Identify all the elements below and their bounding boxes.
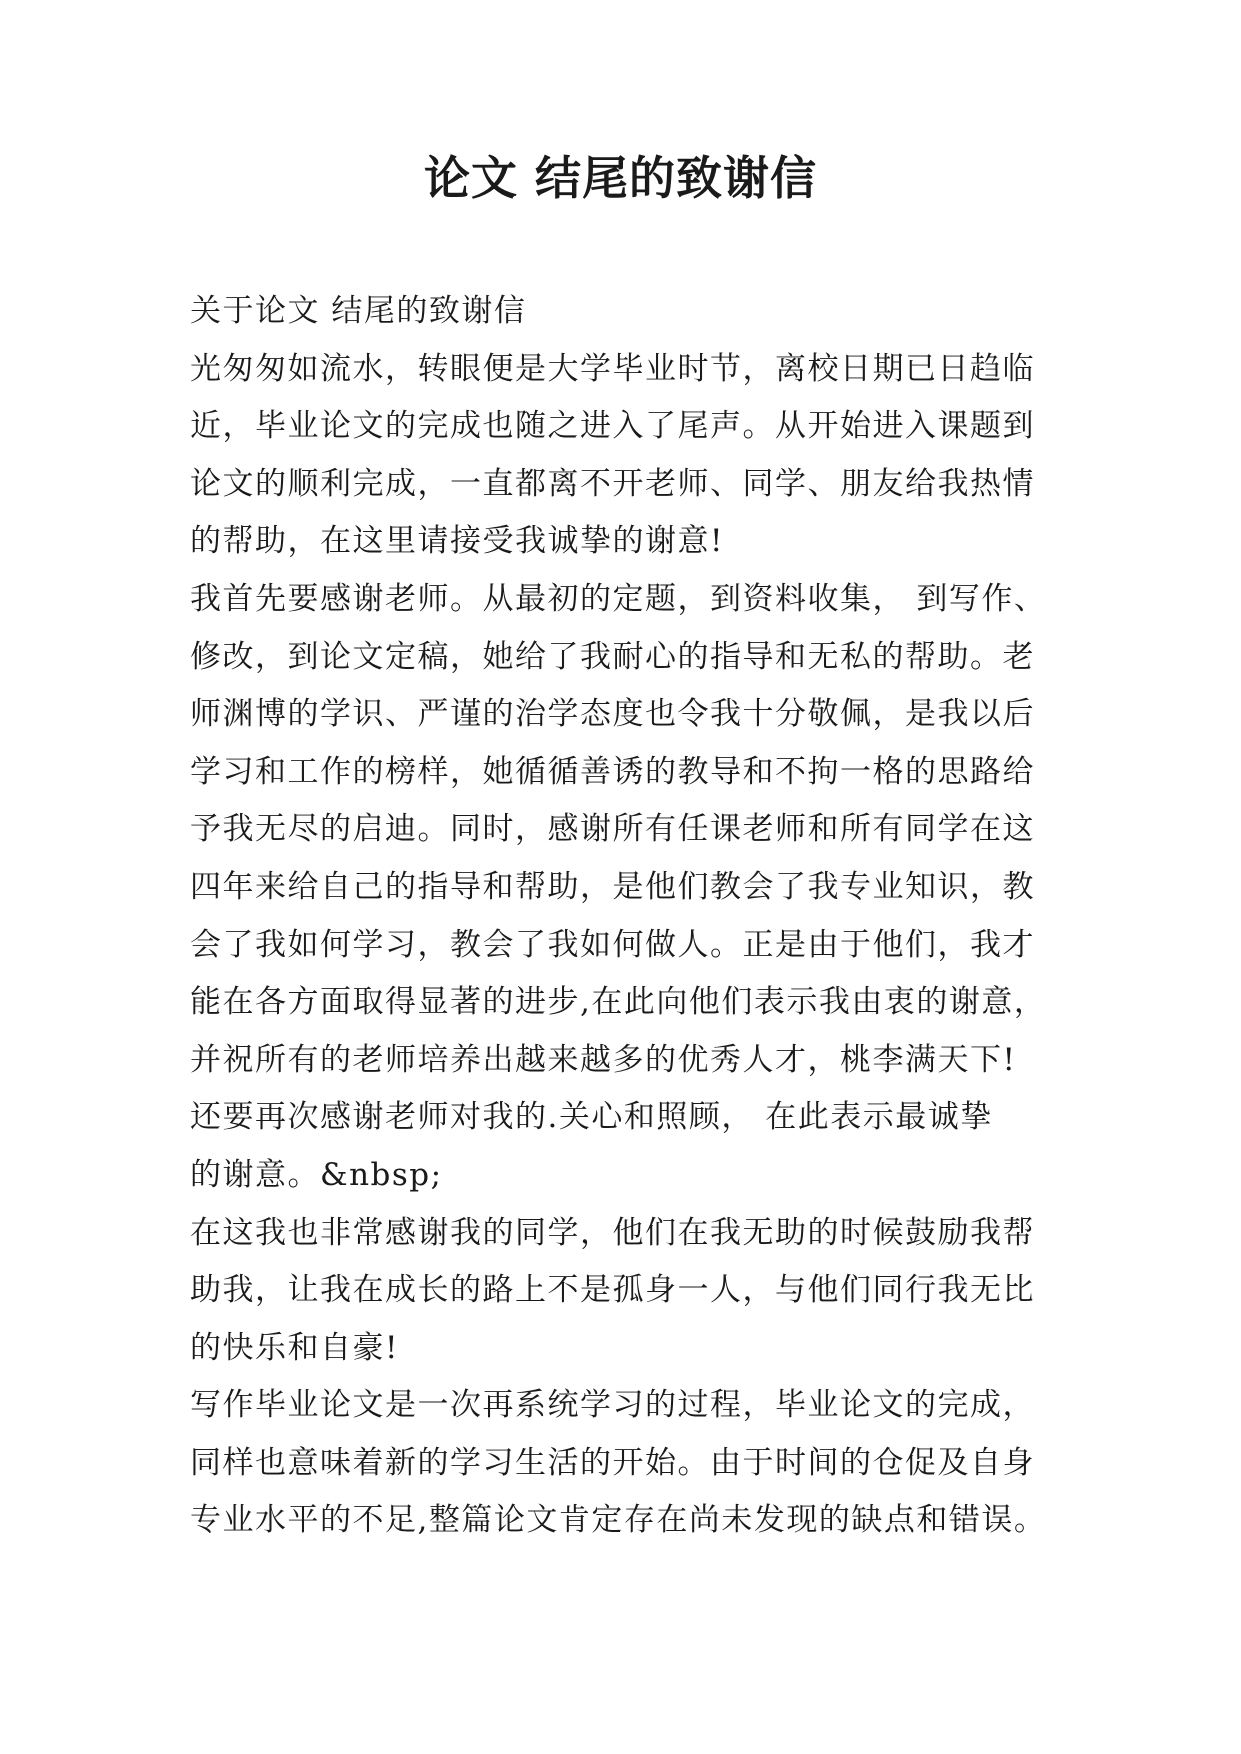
body-line: 能在各方面取得显著的进步,在此向他们表示我由衷的谢意， [190,984,1047,1021]
body-line: 还要再次感谢老师对我的.关心和照顾， 在此表示最诚挚 [190,1099,993,1136]
body-line: 助我，让我在成长的路上不是孤身一人，与他们同行我无比 [190,1272,1035,1309]
body-line: 写作毕业论文是一次再系统学习的过程，毕业论文的完成， [190,1387,1035,1424]
body-line: 光匆匆如流水，转眼便是大学毕业时节，离校日期已日趋临 [190,350,1035,387]
body-line: 论文的顺利完成，一直都离不开老师、同学、朋友给我热情 [190,465,1035,502]
document-body [190,283,1070,1550]
body-line: 予我无尽的启迪。同时，感谢所有任课老师和所有同学在这 [190,811,1035,848]
body-line: 修改，到论文定稿，她给了我耐心的指导和无私的帮助。老 [190,638,1035,675]
body-line: 的帮助，在这里请接受我诚挚的谢意! [190,523,724,560]
body-line: 会了我如何学习，教会了我如何做人。正是由于他们，我才 [190,926,1035,963]
body-line: 关于论文 结尾的致谢信 [190,293,527,329]
body-line: 在这我也非常感谢我的同学，他们在我无助的时候鼓励我帮 [190,1214,1035,1251]
body-line: 师渊博的学识、严谨的治学态度也令我十分敬佩，是我以后 [190,696,1035,733]
body-line: 专业水平的不足,整篇论文肯定存在尚未发现的缺点和错误。 [190,1502,1047,1539]
body-line: 并祝所有的老师培养出越来越多的优秀人才，桃李满天下! [190,1041,1017,1078]
body-line: 同样也意味着新的学习生活的开始。由于时间的仓促及自身 [190,1444,1035,1481]
body-line: 的谢意。&nbsp; [190,1156,443,1193]
body-line: 的快乐和自豪! [190,1329,399,1366]
document-title: 论文 结尾的致谢信 [423,151,817,205]
body-line: 我首先要感谢老师。从最初的定题，到资料收集， 到写作、 [190,580,1047,617]
body-line: 四年来给自己的指导和帮助，是他们教会了我专业知识，教 [190,868,1035,905]
body-line: 近，毕业论文的完成也随之进入了尾声。从开始进入课题到 [190,408,1035,445]
body-line: 学习和工作的榜样，她循循善诱的教导和不拘一格的思路给 [190,753,1035,790]
